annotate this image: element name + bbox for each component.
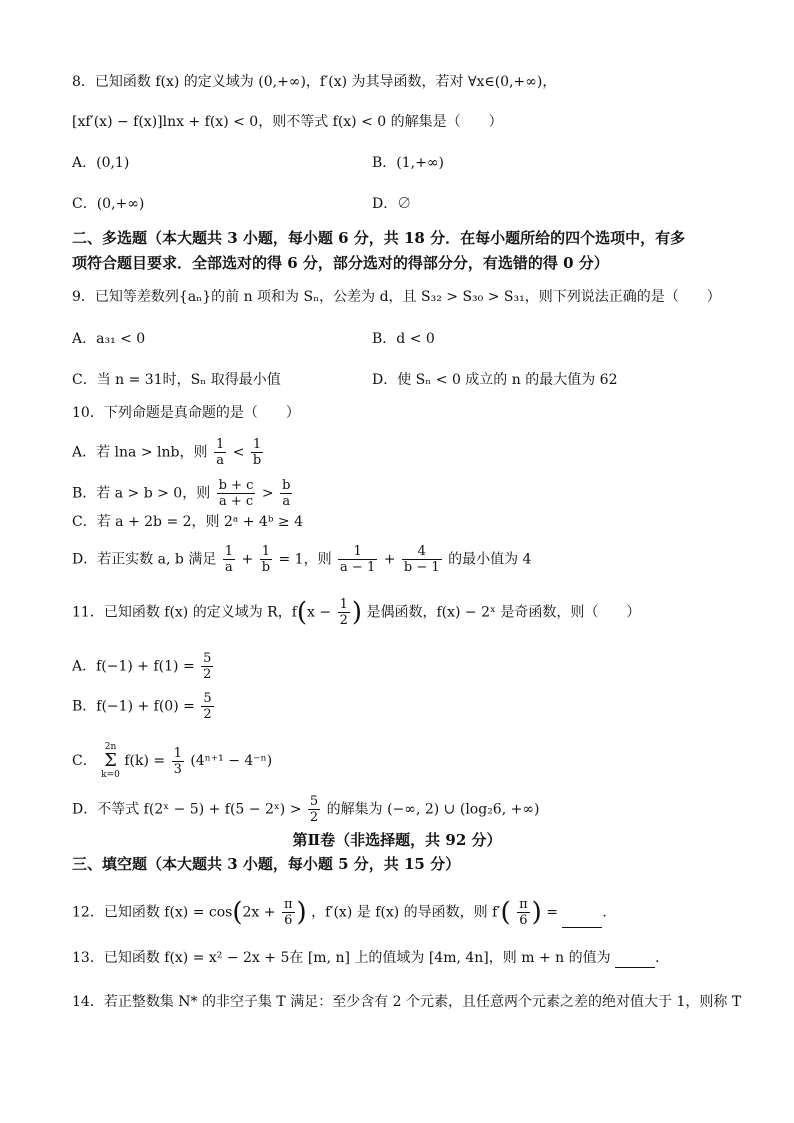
answer-blank[interactable] [615, 953, 655, 968]
q10-a-text: A．若 lna > lnb，则 [72, 444, 208, 461]
section3-heading: 三、填空题（本大题共 3 小题，每小题 5 分，共 15 分） [72, 855, 461, 873]
q8-option-b: B．(1,+∞) [372, 155, 444, 171]
q8-option-d: D．∅ [372, 196, 412, 212]
q10-option-a: A．若 lna > lnb，则 $\frac{1}{a}$ < $\frac{1}{b}$ [72, 437, 262, 468]
q14-stem: 14．若正整数集 N* 的非空子集 T 满足：至少含有 2 个元素，且任意两个元素之差的绝对值大于 1，则称 T [72, 994, 742, 1010]
q9-option-d: D．使 Sₙ < 0 成立的 n 的最大值为 62 [372, 372, 618, 388]
q9-stem: 9．已知等差数列{aₙ}的前 n 项和为 Sₙ，公差为 d，且 S₃₂ > S₃₀ > S₃₁，则下列说法正确的是（ ） [72, 289, 721, 305]
q10-b-text: B．若 a > b > 0，则 [72, 485, 211, 502]
fraction: $\frac{\pi}{6}$ [519, 897, 528, 928]
q10-option-b: B．若 a > b > 0，则 $\frac{b + c}{a + c}$ > $\frac{b}{a}$ [72, 478, 291, 509]
fraction: $\frac{1}{b}$ [261, 544, 271, 575]
q11-stem: 11．已知函数 f(x) 的定义域为 R，f(x − $\frac{1}{2}$ ) 是偶函数，f(x) − 2ˣ 是奇函数，则（ ） [72, 597, 641, 628]
fraction: $\frac{b}{a}$ [282, 478, 291, 509]
fraction: $\frac{1}{3}$ [173, 745, 182, 777]
q9-option-a: A．a₃₁ < 0 [72, 331, 146, 347]
summation-symbol: 2n Σ k=0 [101, 742, 120, 780]
answer-blank[interactable] [562, 913, 602, 928]
q8-stem-line1: 8．已知函数 f(x) 的定义域为 (0,+∞)，f′(x) 为其导函数，若对 ∀x∈(0,+∞)， [72, 74, 557, 90]
fraction: $\frac{1}{2}$ [339, 597, 348, 628]
q11-option-b: B．f(−1) + f(0) = $\frac{5}{2}$ [72, 691, 212, 722]
q11-option-d: D．不等式 f(2ˣ − 5) + f(5 − 2ˣ) > $\frac{5}{2}$ 的解集为 (−∞, 2) ∪ (log₂6, +∞) [72, 794, 540, 825]
fraction: $\frac{5}{2}$ [203, 651, 212, 682]
q10-option-c: C．若 a + 2b = 2，则 2ᵃ + 4ᵇ ≥ 4 [72, 514, 303, 530]
fraction: $\frac{1}{a}$ [215, 437, 225, 468]
part2-title: 第Ⅱ卷（非选择题，共 92 分） [292, 831, 502, 849]
q10-stem: 10．下列命题是真命题的是（ ） [72, 405, 300, 421]
fraction: $\frac{1}{a - 1}$ [340, 544, 376, 575]
section2-heading-line1: 二、多选题（本大题共 3 小题，每小题 6 分，共 18 分．在每小题所给的四个选项中，有多 [72, 229, 686, 247]
q11-option-a: A．f(−1) + f(1) = $\frac{5}{2}$ [72, 651, 212, 682]
q8-option-a: A．(0,1) [72, 155, 130, 171]
fraction: $\frac{5}{2}$ [309, 794, 319, 825]
fraction: $\frac{\pi}{6}$ [283, 897, 293, 928]
q8-stem-line2: [xf′(x) − f(x)]lnx + f(x) < 0，则不等式 f(x) < 0 的解集是（ ） [72, 114, 503, 130]
section2-heading-line2: 项符合题目要求．全部选对的得 6 分，部分选对的得部分分，有选错的得 0 分） [72, 254, 609, 272]
q9-option-b: B．d < 0 [372, 331, 435, 347]
q10-option-d: D．若正实数 a, b 满足 $\frac{1}{a}$ + $\frac{1}{b}$ = 1，则 $\frac{1}{a - 1}$ + $\frac{4}{b - 1}$ 的最小值为 4 [72, 544, 532, 575]
fraction: $\frac{1}{b}$ [252, 437, 262, 468]
fraction: $\frac{b + c}{a + c}$ [218, 478, 254, 509]
fraction: $\frac{5}{2}$ [203, 691, 212, 722]
q9-option-c: C．当 n = 31时，Sₙ 取得最小值 [72, 372, 281, 388]
fraction: $\frac{4}{b - 1}$ [403, 544, 440, 575]
fraction: $\frac{1}{a}$ [224, 544, 234, 575]
q13-stem: 13．已知函数 f(x) = x² − 2x + 5在 [m, n] 上的值域为 [4m, 4n]，则 m + n 的值为 ． [72, 950, 670, 966]
q12-stem: 12．已知函数 f(x) = cos(2x + $\frac{\pi}{6}$ ) ，f′(x) 是 f(x) 的导函数，则 f′( $\frac{\pi}{6}$ ) = ． [72, 897, 617, 928]
q10-d-text: D．若正实数 a, b 满足 [72, 551, 217, 568]
q11-option-c: C． 2n Σ k=0 f(k) = $\frac{1}{3}$ (4ⁿ⁺¹ − 4⁻ⁿ) [72, 742, 273, 780]
q8-option-c: C．(0,+∞) [72, 196, 145, 212]
